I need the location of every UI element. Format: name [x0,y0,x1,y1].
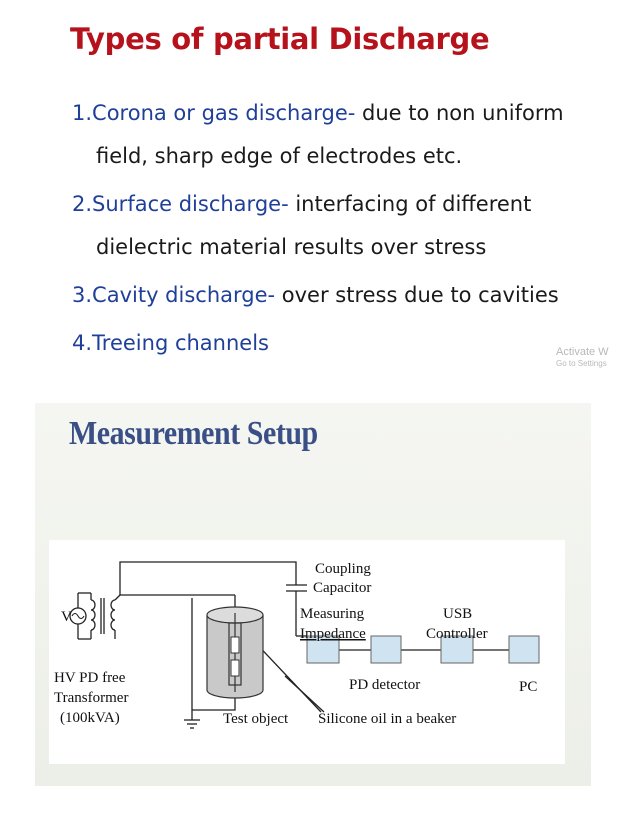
item-heading: Surface discharge- [92,192,289,216]
pd-detector-block [371,636,401,663]
item-heading: Cavity discharge- [92,283,276,307]
secondary-coil [111,600,115,630]
label-impedance: Impedance [300,626,366,642]
list-item-continuation: field, sharp edge of electrodes etc. [96,144,463,168]
item-text: due to non uniform [355,101,564,125]
item-number: 4. [72,331,93,355]
label-hv2: Transformer [54,690,129,706]
label-coupling: Coupling [315,561,371,577]
item-number: 2. [72,192,93,216]
list-item-treeing [72,331,269,355]
watermark-line2: Go to Settings [556,359,607,368]
page-title: Types of partial Discharge [70,22,490,56]
pc-block [509,636,539,663]
primary-coil [91,600,95,630]
item-heading: Treeing channels [92,331,269,355]
item-text: over stress due to cavities [275,283,559,307]
list-item-corona [72,101,564,125]
label-controller: Controller [426,626,488,642]
list-item-surface [72,192,531,216]
measurement-setup-diagram [49,540,565,764]
top-wire [120,562,296,595]
item-heading: Corona or gas discharge- [92,101,356,125]
measurement-slide [35,403,591,786]
label-capacitor: Capacitor [313,580,372,596]
label-usb: USB [443,606,473,622]
watermark-line1: Activate W [556,346,609,358]
label-measuring: Measuring [300,606,365,622]
activation-watermark [556,346,609,368]
item-number: 1. [72,101,93,125]
label-silicone: Silicone oil in a beaker [318,711,457,727]
label-pc: PC [519,679,538,695]
list-item-cavity [72,283,559,307]
list-item-continuation: dielectric material results over stress [96,235,487,259]
label-hv3: (100kVA) [60,710,120,726]
label-pd-detector: PD detector [349,677,421,693]
beaker [207,607,263,698]
label-test-object: Test object [223,711,289,727]
item-number: 3. [72,283,93,307]
label-source: V [61,609,72,625]
circuit-diagram [49,540,565,764]
secondary-lead-top [115,595,120,600]
item-text: interfacing of different [288,192,532,216]
label-hv1: HV PD free [54,670,126,686]
slide-title: Measurement Setup [69,415,318,452]
